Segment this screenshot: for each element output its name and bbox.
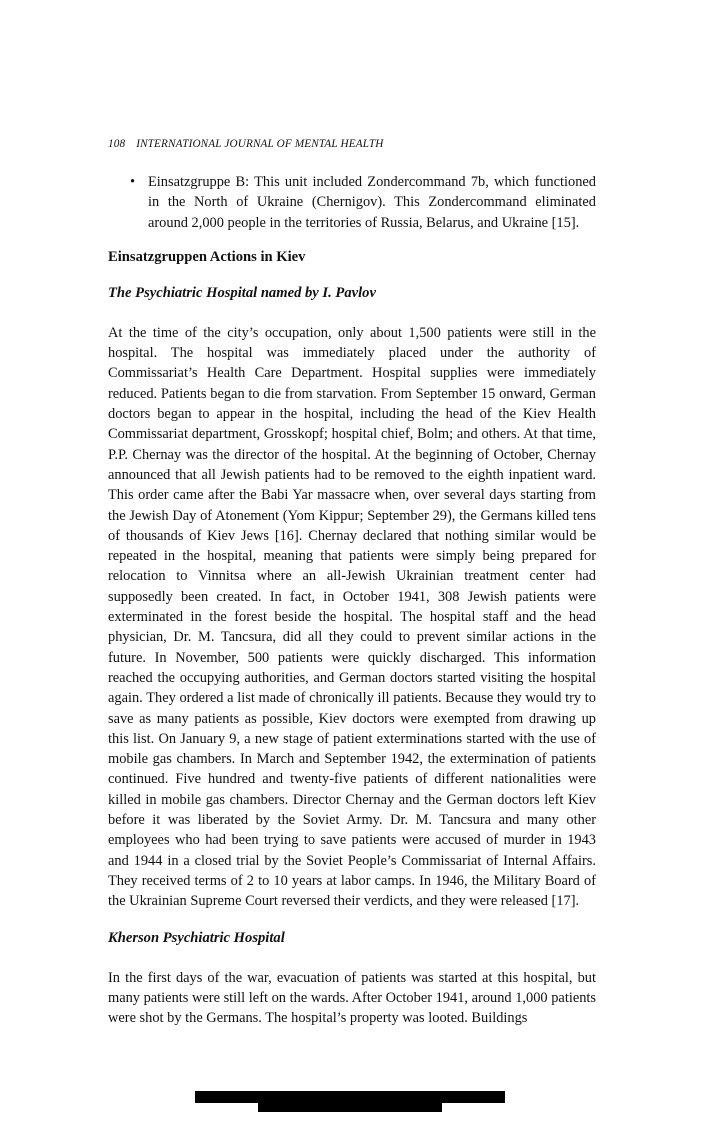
footer-redaction-bar-lower (258, 1100, 442, 1112)
running-head (108, 137, 596, 151)
bullet-text: Einsatzgruppe B: This unit included Zondercommand 7b, which functioned in the North of Ukraine (Chernigov). This Zondercommand eliminated around 2,000 people in the territories of Russia, Belarus, and Ukraine [15]. (148, 174, 596, 231)
page-number: 108 (108, 138, 126, 150)
paragraph-pavlov-hospital: At the time of the city’s occupation, only about 1,500 patients were still in the hospital. The hospital was immediately placed under the authority of Commissariat’s Health Care Department. Hospital supplies were immediately reduced. Patients began to die from starvation. From September 15 onward, German doctors began to appear in the hospital, including the head of the Kiev Health Commissariat department, Grosskopf; hospital chief, Bolm; and others. At that time, P.P. Chernay was the director of the hospital. At the beginning of October, Chernay announced that all Jewish patients had to be removed to the eighth inpatient ward. This order came after the Babi Yar massacre when, over several days starting from the Jewish Day of Atonement (Yom Kippur; September 29), the Germans killed tens of thousands of Kiev Jews [16]. Chernay declared that nothing similar would be repeated in the hospital, meaning that patients were simply being prepared for relocation to Vinnitsa where an all-Jewish Ukrainian treatment center had supposedly been created. In fact, in October 1941, 308 Jewish patients were exterminated in the forest beside the hospital. The hospital staff and the head physician, Dr. M. Tancsura, did all they could to prevent similar actions in the future. In November, 500 patients were quickly discharged. This information reached the occupying authorities, and German doctors started visiting the hospital again. They ordered a list made of chronically ill patients. Because they would try to save as many patients as possible, Kiev doctors were exempted from drawing up this list. On January 9, a new stage of patient exterminations started with the use of mobile gas chambers. In March and September 1942, the extermination of patients continued. Five hundred and twenty-five patients of different nationalities were killed in mobile gas chambers. Director Chernay and the German doctors left Kiev before it was liberated by the Soviet Army. Dr. M. Tancsura and many other employees who had been trying to save patients were accused of murder in 1943 and 1944 in a closed trial by the Soviet People’s Commissariat of Internal Affairs. They received terms of 2 to 10 years at labor camps. In 1946, the Military Board of the Ukrainian Supreme Court reversed their verdicts, and they were released [17]. (108, 324, 596, 910)
journal-title: INTERNATIONAL JOURNAL OF MENTAL HEALTH (136, 138, 384, 150)
bullet-list-item (108, 172, 596, 233)
paragraph-kherson-hospital: In the first days of the war, evacuation of patients was started at this hospital, but many patients were still left on the wards. After October 1941, around 1,000 patients were shot by the Germans. The hospital’s property was looted. Buildings (108, 969, 596, 1027)
article-body (108, 172, 596, 1044)
bullet-icon: • (130, 174, 136, 190)
subsection-heading-pavlov: The Psychiatric Hospital named by I. Pavlov (108, 284, 376, 301)
section-heading: Einsatzgruppen Actions in Kiev (108, 248, 306, 265)
subsection-heading-kherson: Kherson Psychiatric Hospital (108, 929, 285, 946)
